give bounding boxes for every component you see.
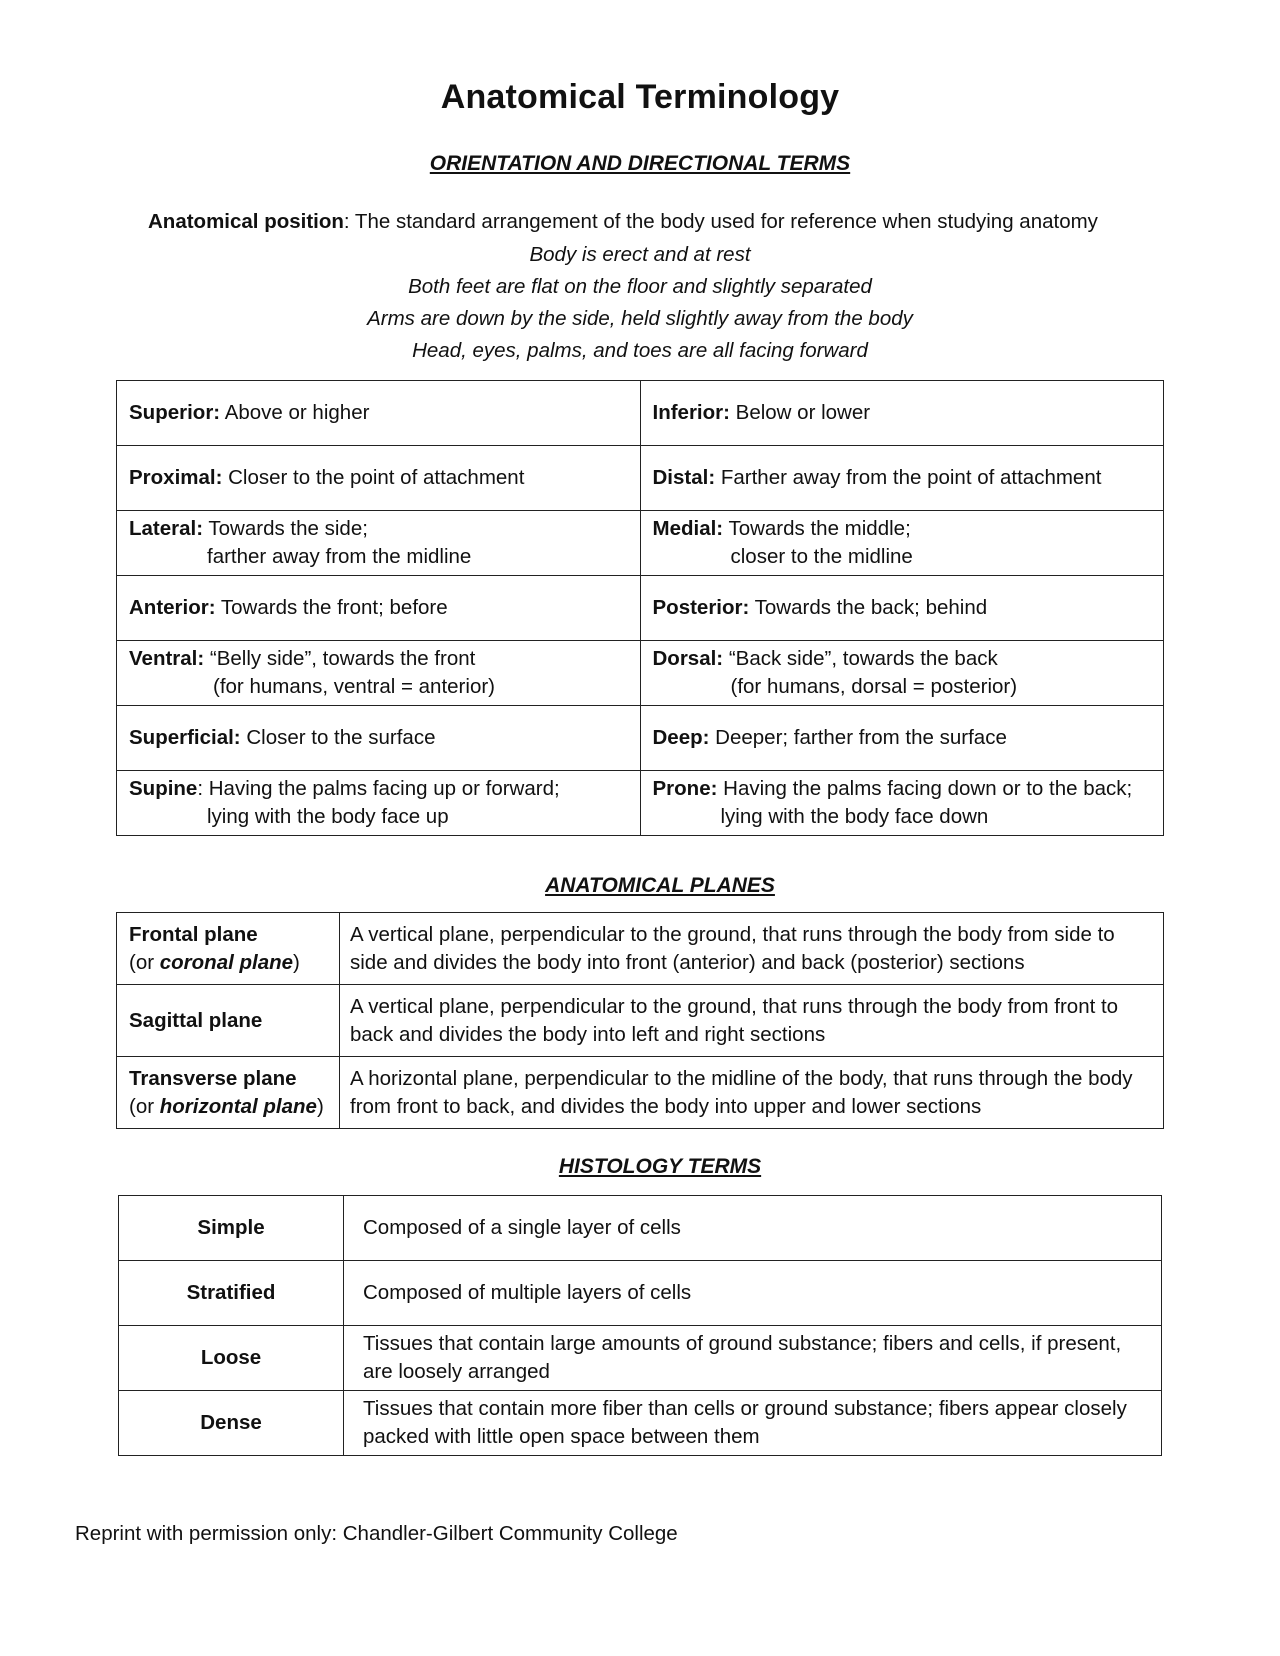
plane-name: Frontal plane — [129, 922, 258, 946]
position-point: Arms are down by the side, held slightly away from the body — [367, 307, 913, 330]
plane-alt-name: coronal plane — [159, 950, 294, 974]
plane-description: A horizontal plane, perpendicular to the midline of the body, that runs through the body from front to back, and divides the body into upper and lower sections — [340, 1057, 1164, 1129]
position-point: Both feet are flat on the floor and slightly separated — [408, 275, 872, 298]
term-definition: “Back side”, towards the back — [723, 647, 998, 670]
anatomical-position-definition — [148, 210, 1098, 234]
histology-term: Loose — [119, 1326, 344, 1391]
table-row — [117, 1057, 1164, 1129]
table-row — [117, 576, 1164, 641]
plane-description: A vertical plane, perpendicular to the ground, that runs through the body from side to side and divides the body into front (anterior) and back (posterior) sections — [340, 913, 1164, 985]
table-row — [119, 1326, 1162, 1391]
table-row — [117, 771, 1164, 836]
plane-name-cell — [117, 1057, 340, 1129]
histology-term: Dense — [119, 1391, 344, 1456]
histology-description: Composed of a single layer of cells — [344, 1196, 1162, 1261]
term-cell — [117, 771, 641, 836]
term-label: Superficial: — [129, 726, 241, 749]
term-label: Ventral: — [129, 647, 205, 670]
footer-note: Reprint with permission only: Chandler-Gilbert Community College — [75, 1522, 678, 1545]
plane-description: A vertical plane, perpendicular to the ground, that runs through the body from front to back and divides the body into left and right sections — [340, 985, 1164, 1057]
plane-alt-prefix: (or — [129, 950, 160, 974]
term-label: Anterior: — [129, 596, 216, 619]
directional-terms-table — [116, 380, 1164, 836]
term-cell — [640, 446, 1164, 511]
term-label: Deep: — [652, 726, 710, 749]
plane-name-cell — [117, 913, 340, 985]
position-point: Head, eyes, palms, and toes are all facing forward — [412, 339, 868, 362]
term-definition-continued: (for humans, dorsal = posterior) — [730, 675, 1018, 698]
term-definition: Farther away from the point of attachment — [715, 466, 1102, 489]
histology-description: Composed of multiple layers of cells — [344, 1261, 1162, 1326]
term-definition-continued: lying with the body face down — [720, 805, 989, 828]
histology-description: Tissues that contain more fiber than cells or ground substance; fibers appear closely packed with little open space between them — [344, 1391, 1162, 1456]
term-definition: : Having the palms facing up or forward; — [197, 777, 560, 800]
plane-alt-prefix: (or — [129, 1094, 160, 1118]
term-definition: Closer to the surface — [240, 726, 436, 749]
term-cell — [640, 641, 1164, 706]
term-cell — [640, 771, 1164, 836]
table-row — [117, 511, 1164, 576]
table-row — [119, 1196, 1162, 1261]
term-definition-continued: (for humans, ventral = anterior) — [213, 675, 495, 698]
plane-alt-suffix: ) — [293, 950, 300, 974]
term-definition: Towards the middle; — [723, 517, 911, 540]
anatomical-position-term: Anatomical position — [148, 210, 344, 233]
plane-alt-name: horizontal plane — [159, 1094, 317, 1118]
table-row — [117, 913, 1164, 985]
term-definition: “Belly side”, towards the front — [204, 647, 476, 670]
histology-term: Simple — [119, 1196, 344, 1261]
term-cell — [640, 381, 1164, 446]
plane-name-cell — [117, 985, 340, 1057]
term-definition-continued: farther away from the midline — [207, 545, 472, 568]
term-cell — [117, 446, 641, 511]
table-row — [117, 446, 1164, 511]
table-row — [117, 381, 1164, 446]
table-row — [117, 985, 1164, 1057]
term-definition-continued: lying with the body face up — [207, 805, 449, 828]
term-label: Lateral: — [129, 517, 204, 540]
term-definition: Closer to the point of attachment — [222, 466, 525, 489]
term-cell — [117, 381, 641, 446]
term-definition: Having the palms facing down or to the back; — [717, 777, 1133, 800]
term-label: Medial: — [652, 517, 724, 540]
term-cell — [117, 511, 641, 576]
term-label: Inferior: — [652, 401, 730, 424]
term-label: Proximal: — [129, 466, 223, 489]
term-cell — [117, 576, 641, 641]
term-cell — [640, 706, 1164, 771]
term-definition: Below or lower — [729, 401, 871, 424]
histology-heading: HISTOLOGY TERMS — [558, 1155, 762, 1178]
anatomical-position-text: : The standard arrangement of the body used for reference when studying anatomy — [343, 210, 1098, 233]
term-label: Posterior: — [652, 596, 750, 619]
term-cell — [117, 706, 641, 771]
histology-description: Tissues that contain large amounts of ground substance; fibers and cells, if present, are loosely arranged — [344, 1326, 1162, 1391]
term-label: Distal: — [652, 466, 716, 489]
histology-terms-table — [118, 1195, 1162, 1456]
plane-alt-suffix: ) — [316, 1094, 324, 1118]
histology-term: Stratified — [119, 1261, 344, 1326]
term-label: Supine — [129, 777, 198, 800]
plane-name: Transverse plane — [129, 1066, 297, 1090]
term-cell — [640, 576, 1164, 641]
term-definition: Deeper; farther from the surface — [709, 726, 1007, 749]
term-definition-continued: closer to the midline — [730, 545, 913, 568]
term-label: Dorsal: — [652, 647, 724, 670]
anatomical-position-points — [0, 239, 1280, 367]
anatomical-planes-table — [116, 912, 1164, 1129]
term-cell — [640, 511, 1164, 576]
term-definition: Towards the front; before — [215, 596, 448, 619]
table-row — [119, 1261, 1162, 1326]
table-row — [117, 706, 1164, 771]
term-cell — [117, 641, 641, 706]
plane-name: Sagittal plane — [129, 1008, 263, 1032]
term-definition: Towards the side; — [203, 517, 368, 540]
planes-heading: ANATOMICAL PLANES — [545, 874, 775, 897]
term-label: Superior: — [129, 401, 221, 424]
position-point: Body is erect and at rest — [529, 243, 751, 266]
term-label: Prone: — [652, 777, 718, 800]
table-row — [117, 641, 1164, 706]
term-definition: Above or higher — [220, 401, 370, 424]
orientation-heading: ORIENTATION AND DIRECTIONAL TERMS — [429, 152, 851, 175]
term-definition: Towards the back; behind — [749, 596, 988, 619]
page-title: Anatomical Terminology — [440, 78, 840, 116]
table-row — [119, 1391, 1162, 1456]
